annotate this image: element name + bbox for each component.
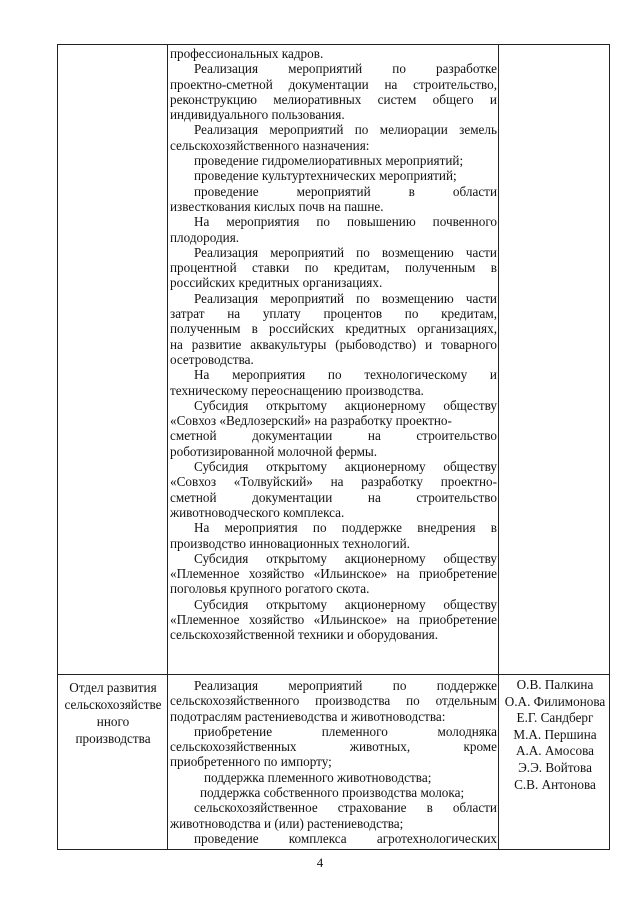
text-line: сельскохозяйственных животных, кроме (170, 739, 497, 755)
table-border-left (57, 44, 58, 850)
text-line: на развитие аквакультуры (рыбоводство) и товарного (170, 336, 497, 352)
measures-column (170, 44, 497, 850)
text-line: поголовья крупного рогатого скота. (170, 581, 370, 597)
text-line: Реализация мероприятий по возмещению части (194, 244, 497, 260)
responsible-person: О.А. Филимонова (504, 693, 606, 709)
text-line: Субсидия открытому акционерному обществу (194, 397, 497, 413)
text-line: полученным в российских кредитных организациях, (170, 321, 497, 337)
text-line: Субсидия открытому акционерному обществу (194, 596, 497, 612)
responsible-person: С.В. Антонова (514, 776, 596, 792)
text-line: «Совхоз «Ведлозерский» на разработку проектно- (170, 413, 452, 429)
table-border-right (609, 44, 610, 850)
text-line: «Племенное хозяйство «Ильинское» на приобретение (170, 566, 497, 582)
text-line: Субсидия открытому акционерному обществу (194, 459, 497, 475)
text-line: Реализация мероприятий по возмещению части (194, 290, 497, 306)
text-line: профессиональных кадров. (170, 46, 324, 61)
responsible-person: Э.Э. Войтова (518, 759, 592, 775)
text-line: затрат на уплату процентов по кредитам, (170, 306, 497, 322)
document-table (57, 44, 610, 850)
text-line: На мероприятия по поддержке внедрения в (194, 520, 497, 536)
text-line: осетроводства. (170, 351, 254, 367)
text-line: «Племенное хозяйство «Ильинское» на приобретение (170, 611, 497, 627)
responsible-list (501, 677, 609, 793)
text-line: приобретение племенного молодняка (194, 723, 497, 739)
continuation-text (170, 46, 497, 643)
text-line: «Совхоз «Толвуйский» на разработку проектно- (170, 474, 497, 490)
row-measures-text (170, 678, 497, 846)
text-line: процентной ставки по кредитам, полученным в (170, 260, 497, 276)
text-line: Реализация мероприятий по поддержке (194, 678, 497, 693)
text-line: индивидуального пользования. (170, 107, 345, 123)
text-line: сметной документации на строительство (170, 489, 497, 505)
text-line: поддержка племенного животноводства; (204, 769, 432, 785)
responsible-person: О.В. Палкина (516, 677, 594, 692)
text-line: проведение мероприятий в области (194, 183, 497, 199)
text-line: российских кредитных организациях. (170, 275, 383, 291)
text-line: проектно-сметной документации на строительство, (170, 76, 497, 92)
text-line: техническому переоснащению производства. (170, 382, 424, 398)
text-line: производство инновационных технологий. (170, 535, 410, 551)
text-line: сельскохозяйственного назначения: (170, 137, 370, 153)
text-line: приобретенного по импорту; (170, 754, 332, 770)
text-line: сельскохозяйственной техники и оборудования. (170, 627, 439, 643)
text-line: сельскохозяйственного производства по отдельным (170, 693, 497, 709)
department-name: Отдел развития сельскохозяйстве нного производства (64, 680, 162, 746)
text-line: проведение комплекса агротехнологических (194, 830, 497, 846)
text-line: поддержка собственного производства молока; (200, 785, 465, 801)
text-line: сельскохозяйственное страхование в области (194, 800, 497, 816)
text-line: известкования кислых почв на пашне. (170, 198, 384, 214)
text-line: Реализация мероприятий по разработке (194, 61, 497, 77)
text-line: реконструкцию мелиоративных систем общего и (170, 91, 497, 107)
text-line: проведение культуртехнических мероприятий; (194, 168, 457, 184)
text-line: проведение гидромелиоративных мероприятий; (194, 153, 464, 169)
text-line: Субсидия открытому акционерному обществу (194, 550, 497, 566)
text-line: сметной документации на строительство (170, 428, 497, 444)
table-border-col2 (498, 44, 499, 850)
page-number: 4 (316, 855, 324, 870)
text-line: подотраслям растениеводства и животноводства: (170, 708, 446, 724)
text-line: роботизированной молочной фермы. (170, 443, 378, 459)
text-line: На мероприятия по повышению почвенного (194, 214, 497, 230)
text-line: На мероприятия по технологическому и (194, 367, 497, 383)
responsible-person: А.А. Амосова (515, 743, 595, 759)
text-line: животноводческого комплекса. (170, 504, 345, 520)
text-line: плодородия. (170, 229, 240, 245)
table-border-col1 (167, 44, 168, 850)
text-line: животноводства и (или) растениеводства; (170, 815, 404, 831)
responsible-person: Е.Г. Сандберг (516, 710, 594, 726)
responsible-person: М.А. Першина (513, 726, 597, 742)
text-line: Реализация мероприятий по мелиорации земель (194, 122, 497, 138)
